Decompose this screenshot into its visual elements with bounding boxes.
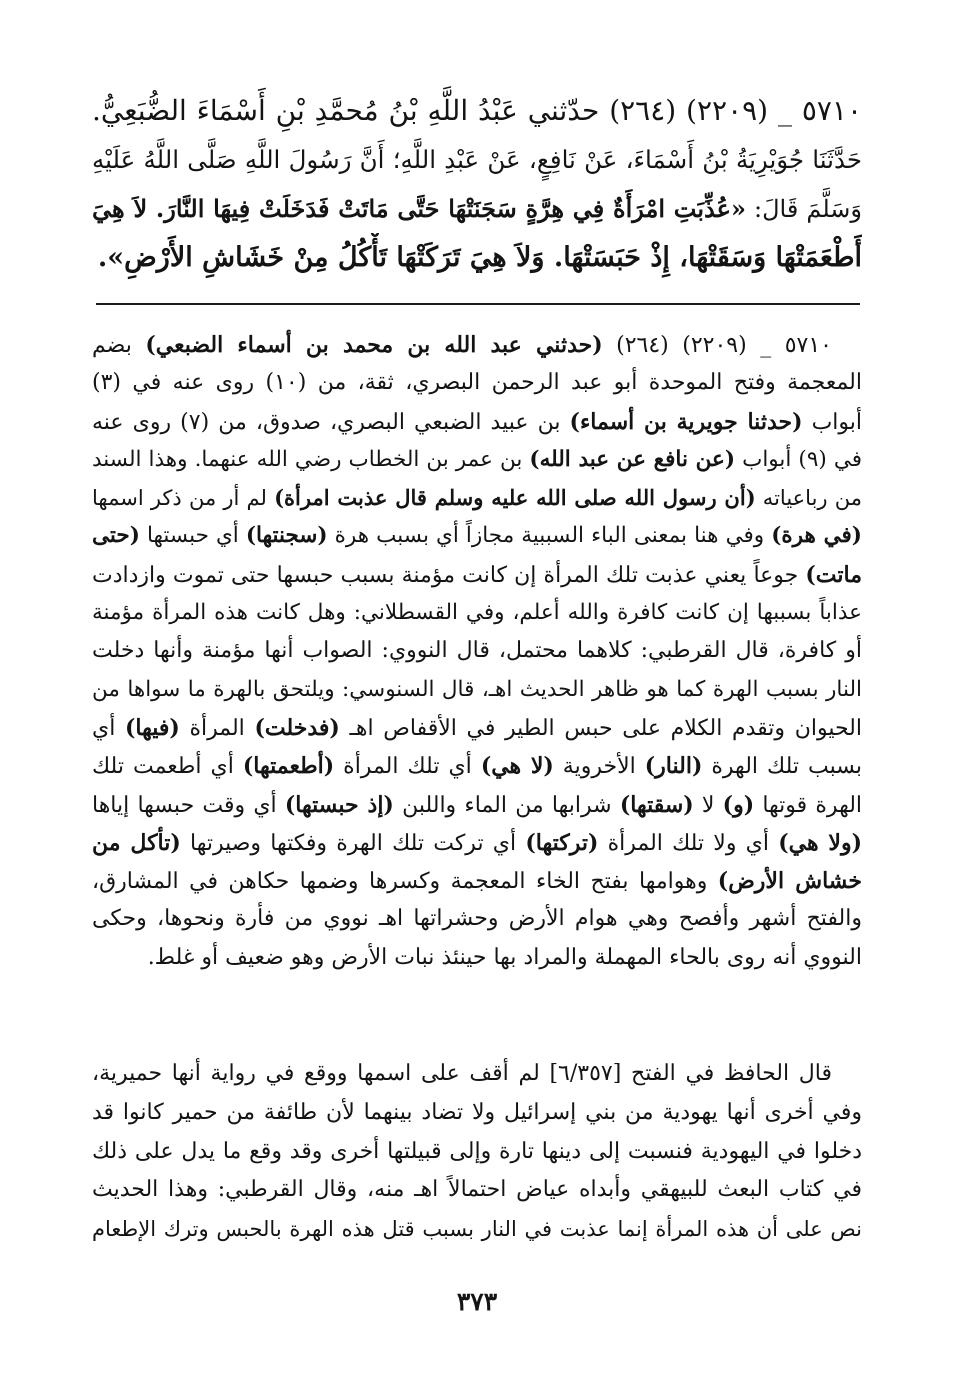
text-run: المرأة <box>179 715 255 741</box>
commentary-line <box>92 364 862 402</box>
text-run: حَدَّثَنَا جُوَيْرِيَةُ بْنُ أَسْمَاءَ، عَنْ نَافِعٍ، عَنْ عَبْدِ اللَّهِ؛ أَنَّ رَسُولَ اللَّهِ صَلَّى اللَّهُ عَلَيْهِ <box>92 145 862 174</box>
text-run: والفتح أشهر وأفصح وهي هوام الأرض وحشراتها اهـ نووي من فأرة ونحوها، وحكى <box>92 906 862 932</box>
text-run: بسبب تلك الهرة <box>702 754 862 780</box>
bold-phrase: (تركتها) <box>525 829 599 856</box>
text-run: الهرة قوتها <box>754 792 862 818</box>
hadith-line <box>92 184 862 233</box>
bold-phrase: (أن رسول الله صلى الله عليه وسلم قال عذبت امرأة) <box>274 485 756 511</box>
hadith-text-block <box>92 86 862 282</box>
commentary-line <box>92 632 862 670</box>
bold-phrase: (سجنتها) <box>245 523 328 549</box>
text-run: أي حبستها <box>139 523 246 549</box>
bold-phrase: (حدثني عبد الله بن محمد بن أسماء الضبعي) <box>145 332 603 358</box>
text-run: أي ولا تلك المرأة <box>598 830 779 856</box>
fath-line: نص على أن هذه المرأة إنما عذبت في النار بسبب قتل هذه الهرة بالحبس وترك الإطعام <box>92 1217 862 1242</box>
commentary-line <box>92 786 862 824</box>
bold-phrase: ماتت) <box>805 561 862 588</box>
text-run: وفي هنا بمعنى الباء السببية مجازاً أي بسبب هرة <box>327 523 772 549</box>
hadith-line <box>92 233 862 282</box>
hadith-line <box>92 135 862 184</box>
bold-phrase: (عن نافع عن عبد الله) <box>529 446 736 472</box>
text-run: الأخروية <box>553 754 645 780</box>
commentary-line <box>92 441 862 479</box>
commentary-line <box>92 479 862 517</box>
page-number: ٣٧٣ <box>456 1287 498 1316</box>
text-run: بن عمر بن الخطاب رضي الله عنهما. وهذا السند <box>92 446 530 472</box>
text-run: بن عبيد الضبعي البصري، صدوق، من (٧) روى عنه <box>92 409 570 435</box>
commentary-line <box>92 900 862 938</box>
text-run: وهوامها بفتح الخاء المعجمة وكسرها وضمها حكاهن في المشارق، <box>92 869 718 895</box>
bold-phrase: أَطْعَمَتْهَا وَسَقَتْهَا، إِذْ حَبَسَتْهَا. وَلاَ هِيَ تَرَكَتْهَا تَأْكُلُ مِنْ خَشَاشِ الأَرْضِ». <box>97 242 862 273</box>
text-run: لم أر من ذكر اسمها <box>92 486 275 511</box>
text-run: ٥٧١٠ _ (٢٢٠٩) (٢٦٤) <box>602 333 832 358</box>
bold-phrase: (حدثنا جويرية بن أسماء) <box>569 408 803 435</box>
commentary-line <box>92 824 862 862</box>
text-run: بضم <box>92 333 146 358</box>
text-run: وَسَلَّمَ قَالَ: <box>745 195 862 223</box>
commentary-line <box>92 939 862 977</box>
bold-phrase: (أطعمتها) <box>242 753 335 780</box>
text-run: النار بسبب الهرة كما هو ظاهر الحديث اهـ، قال السنوسي: ويلتحق بالهرة ما سواها من <box>92 676 862 702</box>
text-run: أي أطعمت تلك <box>92 754 243 780</box>
fath-line: في كتاب البعث للبيهقي وأبداه عياض احتمالاً اهـ منه، وقال القرطبي: وهذا الحديث <box>92 1177 862 1203</box>
commentary-line <box>92 556 862 594</box>
bold-phrase: (إذ حبستها) <box>284 791 394 818</box>
separator-line <box>96 303 860 305</box>
bold-phrase: (فيها) <box>124 714 180 741</box>
fath-line: قال الحافظ في الفتح [٦/٣٥٧] لم أقف على اسمها ووقع في رواية أنها حميرية، <box>92 1061 832 1086</box>
text-run: أبواب <box>802 409 862 435</box>
text-run: عذاباً بسببها إن كانت كافرة والله أعلم، وفي القسطلاني: وهل كانت هذه المرأة مؤمنة <box>92 600 862 626</box>
commentary-line <box>92 517 862 555</box>
text-run: الحيوان وتقدم الكلام على حبس الطير في الأقفاص اهـ <box>339 715 862 741</box>
text-run: جوعاً يعني عذبت تلك المرأة إن كانت مؤمنة بسبب حبسها حتى تموت وازدادت <box>92 562 806 588</box>
commentary-line <box>92 747 862 785</box>
bold-phrase: (النار) <box>644 753 703 780</box>
fath-quote-block <box>92 1055 862 1249</box>
text-run: النووي أنه روى بالحاء المهملة والمراد بها حينئذ نبات الأرض وهو ضعيف أو غلط. <box>147 944 862 970</box>
text-run: في (٩) أبواب <box>735 446 862 472</box>
fath-line: وفي أخرى أنها يهودية من بني إسرائيل ولا تضاد بينهما لأن طائفة من حمير كانوا قد <box>92 1099 862 1125</box>
bold-phrase: (فدخلت) <box>254 714 340 741</box>
fath-line: دخلوا في اليهودية فنسبت إلى دينها تارة وإلى قبيلتها أخرى وقد وقع ما يدل على ذلك <box>92 1138 862 1164</box>
text-run: شرابها من الماء واللبن <box>393 792 620 818</box>
bold-phrase: «عُذِّبَتِ امْرَأَةٌ فِي هِرَّةٍ سَجَنَتْهَا حَتَّى مَاتَتْ فَدَخَلَتْ فِيهَا النَّارَ. لاَ هِيَ <box>92 194 746 223</box>
bold-phrase: (سقتها) <box>619 791 694 818</box>
bold-phrase: (تأكل من <box>92 829 181 856</box>
bold-phrase: (ولا هي) <box>778 829 862 856</box>
text-run: أي <box>92 715 125 741</box>
bold-phrase: (في هرة) <box>771 523 862 549</box>
commentary-line <box>92 594 862 632</box>
commentary-line <box>92 403 862 441</box>
text-run: أي تركت تلك الهرة وفكتها وصيرتها <box>180 830 526 856</box>
bold-phrase: (لا هي) <box>480 753 554 780</box>
commentary-line <box>92 862 862 900</box>
bold-phrase: (و) <box>722 791 755 818</box>
commentary-block <box>92 326 862 977</box>
text-run: المعجمة وفتح الموحدة أبو عبد الرحمن البصري، ثقة، من (١٠) روى عنه في (٣) <box>92 370 862 396</box>
bold-phrase: خشاش الأرض) <box>717 868 862 895</box>
bold-phrase: (حتى <box>92 523 140 549</box>
text-run: أو كافرة، قال القرطبي: كلاهما محتمل، قال النووي: الصواب أنها مؤمنة وأنها دخلت <box>92 638 862 664</box>
commentary-line <box>92 671 862 709</box>
text-run: أي تلك المرأة <box>334 754 481 780</box>
text-run: لا <box>693 792 723 818</box>
text-run: من رباعياته <box>755 486 862 511</box>
hadith-line <box>92 86 862 135</box>
text-run: ٥٧١٠ _ (٢٢٠٩) (٢٦٤) حدّثني عَبْدُ اللَّهِ بْنُ مُحمَّدِ بْنِ أَسْمَاءَ الضُّبَعِيُّ. <box>92 94 862 127</box>
text-run: أي وقت حبسها إياها <box>92 792 285 818</box>
commentary-line <box>92 326 862 364</box>
commentary-line <box>92 709 862 747</box>
